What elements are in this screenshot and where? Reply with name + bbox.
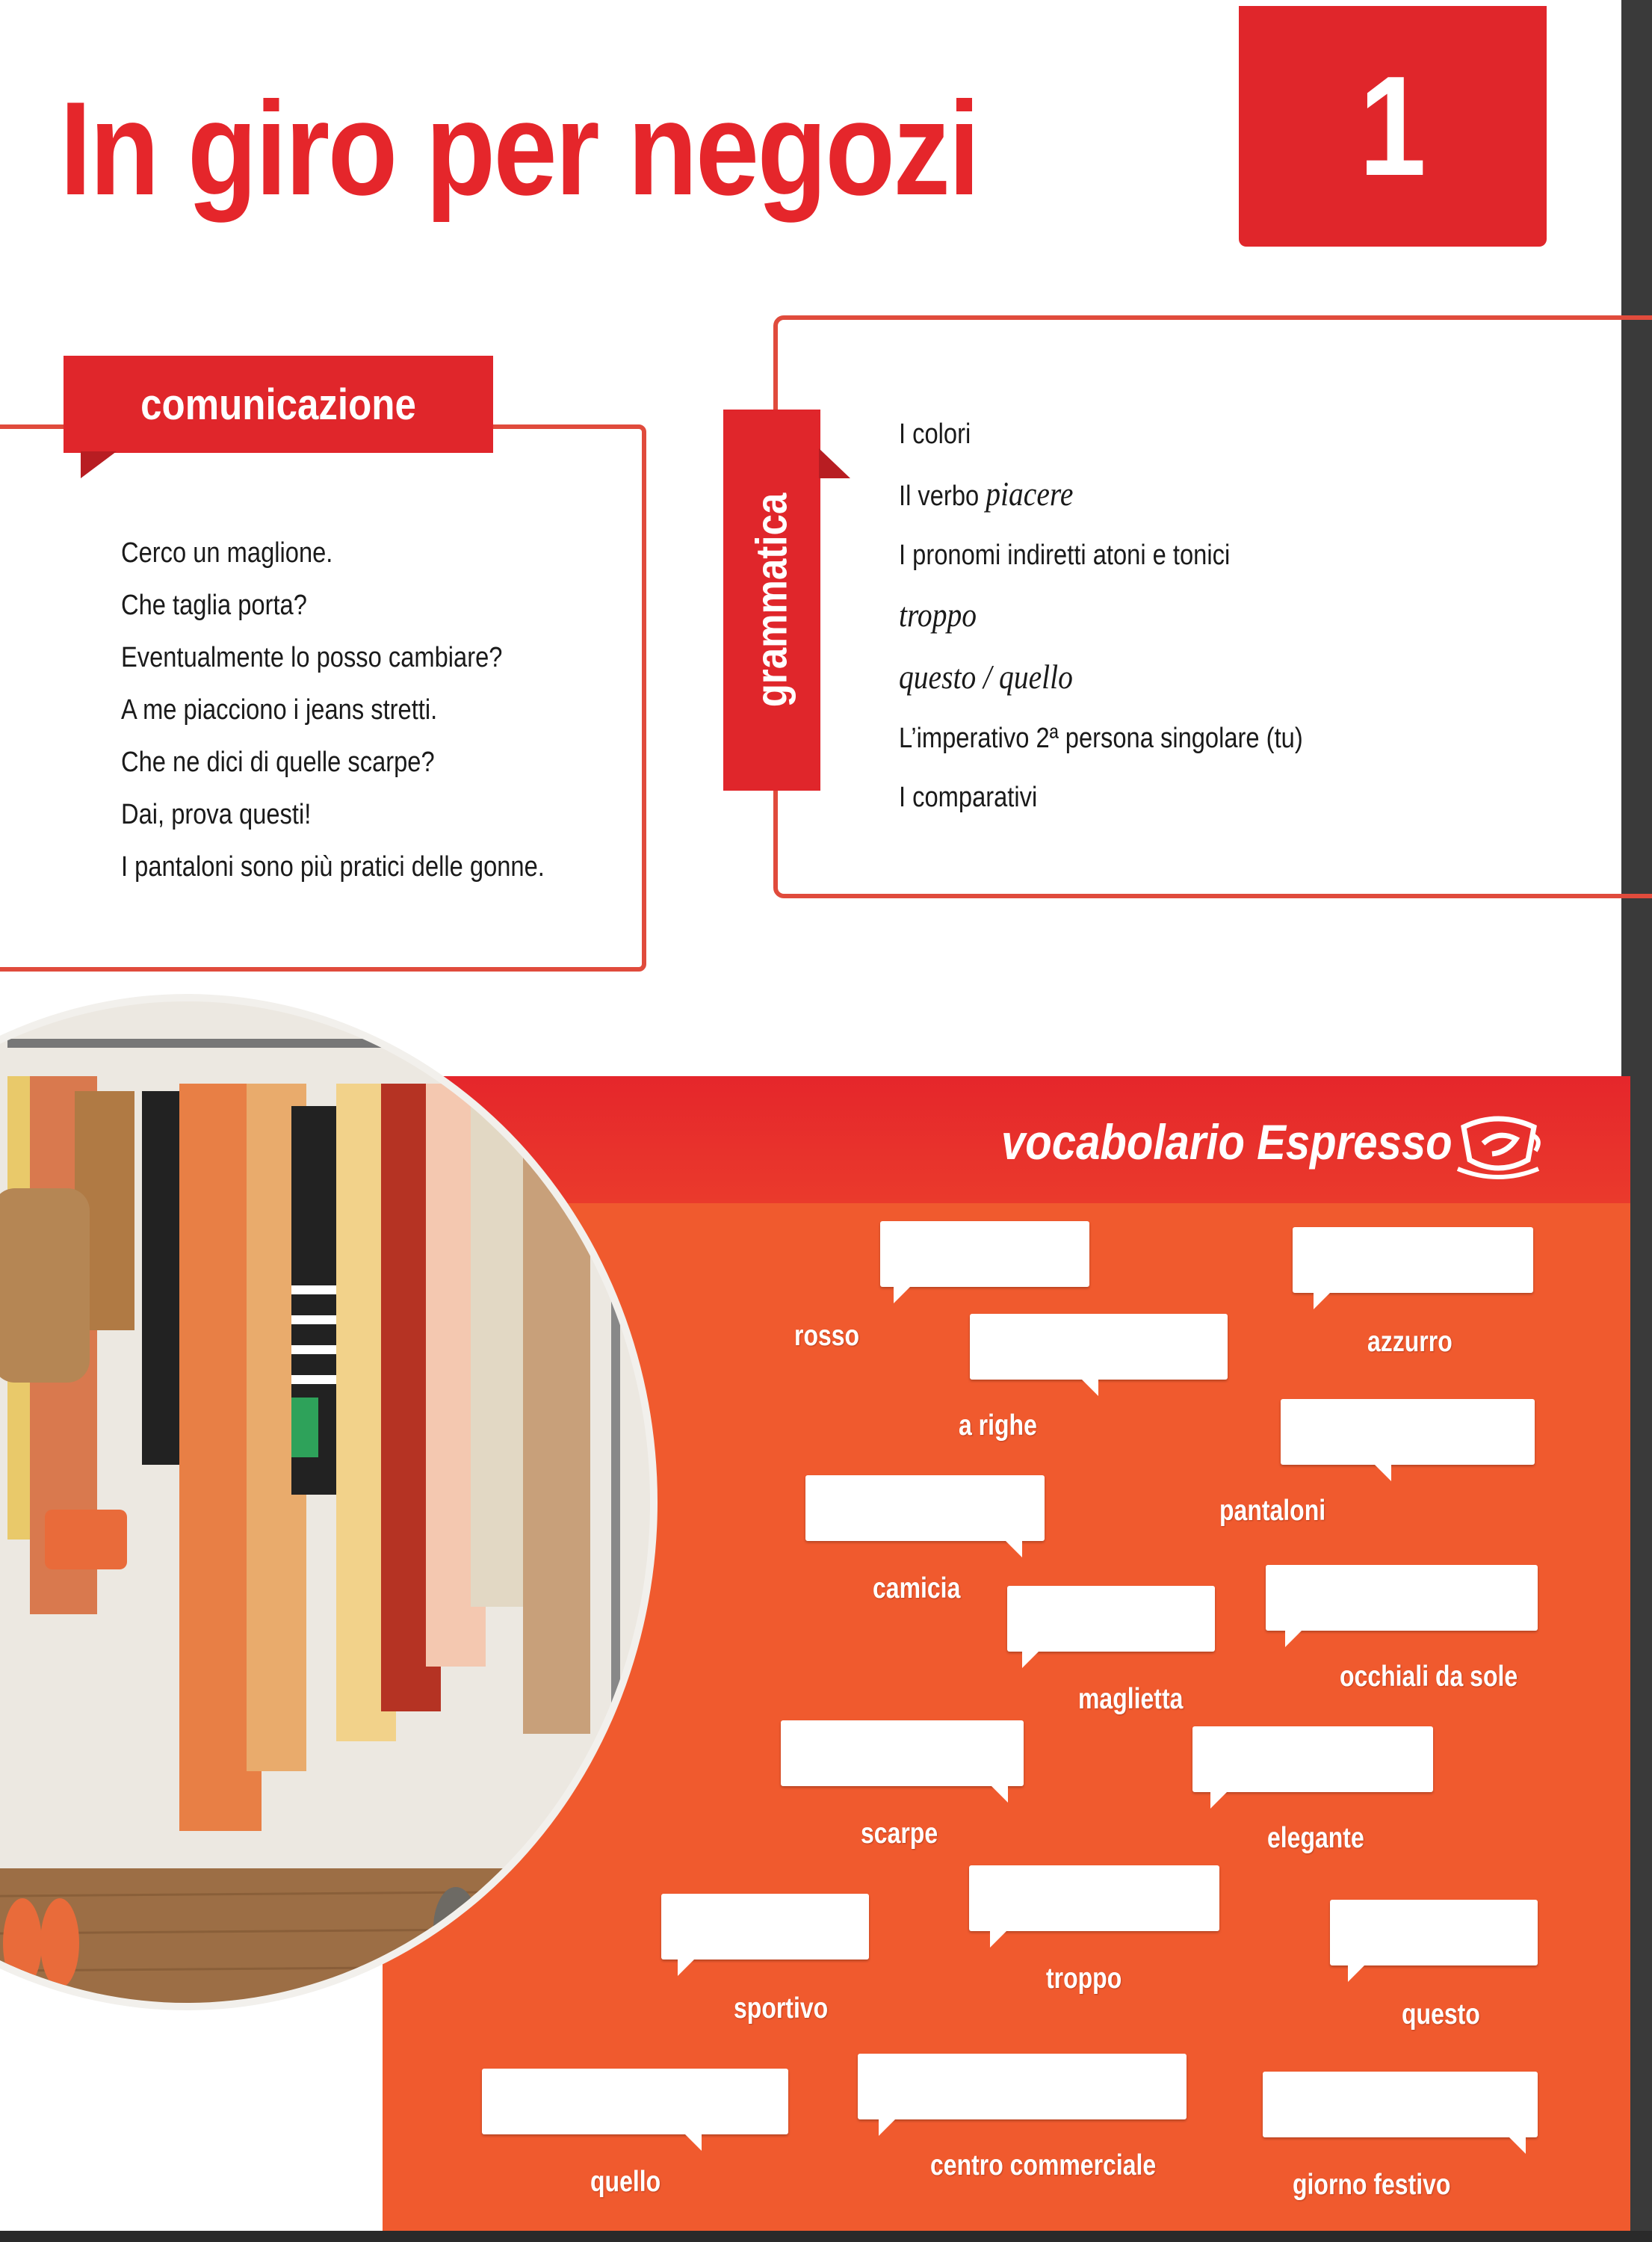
grammatica-line: I comparativi — [899, 782, 1038, 813]
vocab-word: sportivo — [734, 1992, 829, 2025]
blank-box-4[interactable] — [1281, 1399, 1535, 1465]
blank-box-5[interactable] — [805, 1475, 1045, 1541]
vocab-word: scarpe — [861, 1818, 938, 1850]
coffee-cup-icon — [1453, 1105, 1543, 1183]
unit-number-badge — [1239, 6, 1547, 247]
comunicazione-line: I pantaloni sono più pratici delle gonne. — [121, 851, 545, 883]
page-edge-bottom — [0, 2231, 1652, 2242]
clothes-rack-photo — [0, 994, 658, 2010]
blank-box-8[interactable] — [781, 1720, 1024, 1786]
comunicazione-tab — [64, 356, 493, 453]
vocab-word: quello — [590, 2166, 661, 2198]
blank-box-10[interactable] — [969, 1865, 1219, 1931]
comunicazione-line: Che taglia porta? — [121, 590, 307, 621]
blank-box-15[interactable] — [1263, 2072, 1538, 2137]
vocab-word: azzurro — [1367, 1326, 1453, 1358]
blank-box-6[interactable] — [1007, 1586, 1215, 1652]
blank-box-9[interactable] — [1192, 1726, 1433, 1792]
grammatica-tab — [723, 410, 820, 791]
blank-box-11[interactable] — [661, 1894, 869, 1960]
comunicazione-line: Eventualmente lo posso cambiare? — [121, 642, 503, 673]
vocab-word: elegante — [1267, 1822, 1364, 1854]
grammatica-line: I pronomi indiretti atoni e tonici — [899, 540, 1231, 571]
unit-number: 1 — [1359, 47, 1426, 206]
grammatica-line: questo / quello — [899, 658, 1073, 696]
vocab-word: occhiali da sole — [1340, 1661, 1518, 1693]
vocab-word: centro commerciale — [930, 2149, 1157, 2181]
comunicazione-list — [121, 527, 613, 893]
comunicazione-line: A me piacciono i jeans stretti. — [121, 694, 438, 726]
grammatica-line: L’imperativo 2ª persona singolare (tu) — [899, 723, 1303, 754]
comunicazione-line: Che ne dici di quelle scarpe? — [121, 747, 435, 778]
comunicazione-tab-tail — [81, 451, 117, 478]
blank-box-3[interactable] — [970, 1314, 1228, 1380]
vocab-word: pantaloni — [1219, 1495, 1326, 1527]
vocabolario-title: vocabolario Espresso — [1001, 1114, 1453, 1170]
grammatica-label: grammatica — [747, 492, 796, 708]
grammatica-line: Il verbo piacere — [899, 475, 1074, 513]
grammatica-list — [899, 405, 1369, 827]
blank-box-14[interactable] — [858, 2054, 1187, 2119]
blank-box-7[interactable] — [1266, 1565, 1538, 1631]
vocab-word: maglietta — [1078, 1683, 1184, 1715]
comunicazione-line: Cerco un maglione. — [121, 537, 333, 569]
blank-box-13[interactable] — [482, 2069, 788, 2134]
blank-box-12[interactable] — [1330, 1900, 1538, 1965]
blank-box-1[interactable] — [880, 1221, 1089, 1287]
vocab-word: a righe — [959, 1409, 1037, 1442]
blank-box-2[interactable] — [1293, 1227, 1533, 1293]
comunicazione-label: comunicazione — [140, 380, 416, 429]
vocab-word: troppo — [1046, 1962, 1122, 1995]
comunicazione-line: Dai, prova questi! — [121, 799, 312, 830]
page-title: In giro per negozi — [60, 74, 979, 223]
vocab-word: rosso — [794, 1320, 860, 1352]
vocab-word: questo — [1402, 1998, 1480, 2031]
grammatica-line: troppo — [899, 596, 977, 634]
vocab-word: giorno festivo — [1293, 2169, 1451, 2201]
vocab-word: camicia — [873, 1572, 961, 1605]
grammatica-tab-tail — [819, 448, 850, 478]
grammatica-line: I colori — [899, 419, 971, 450]
